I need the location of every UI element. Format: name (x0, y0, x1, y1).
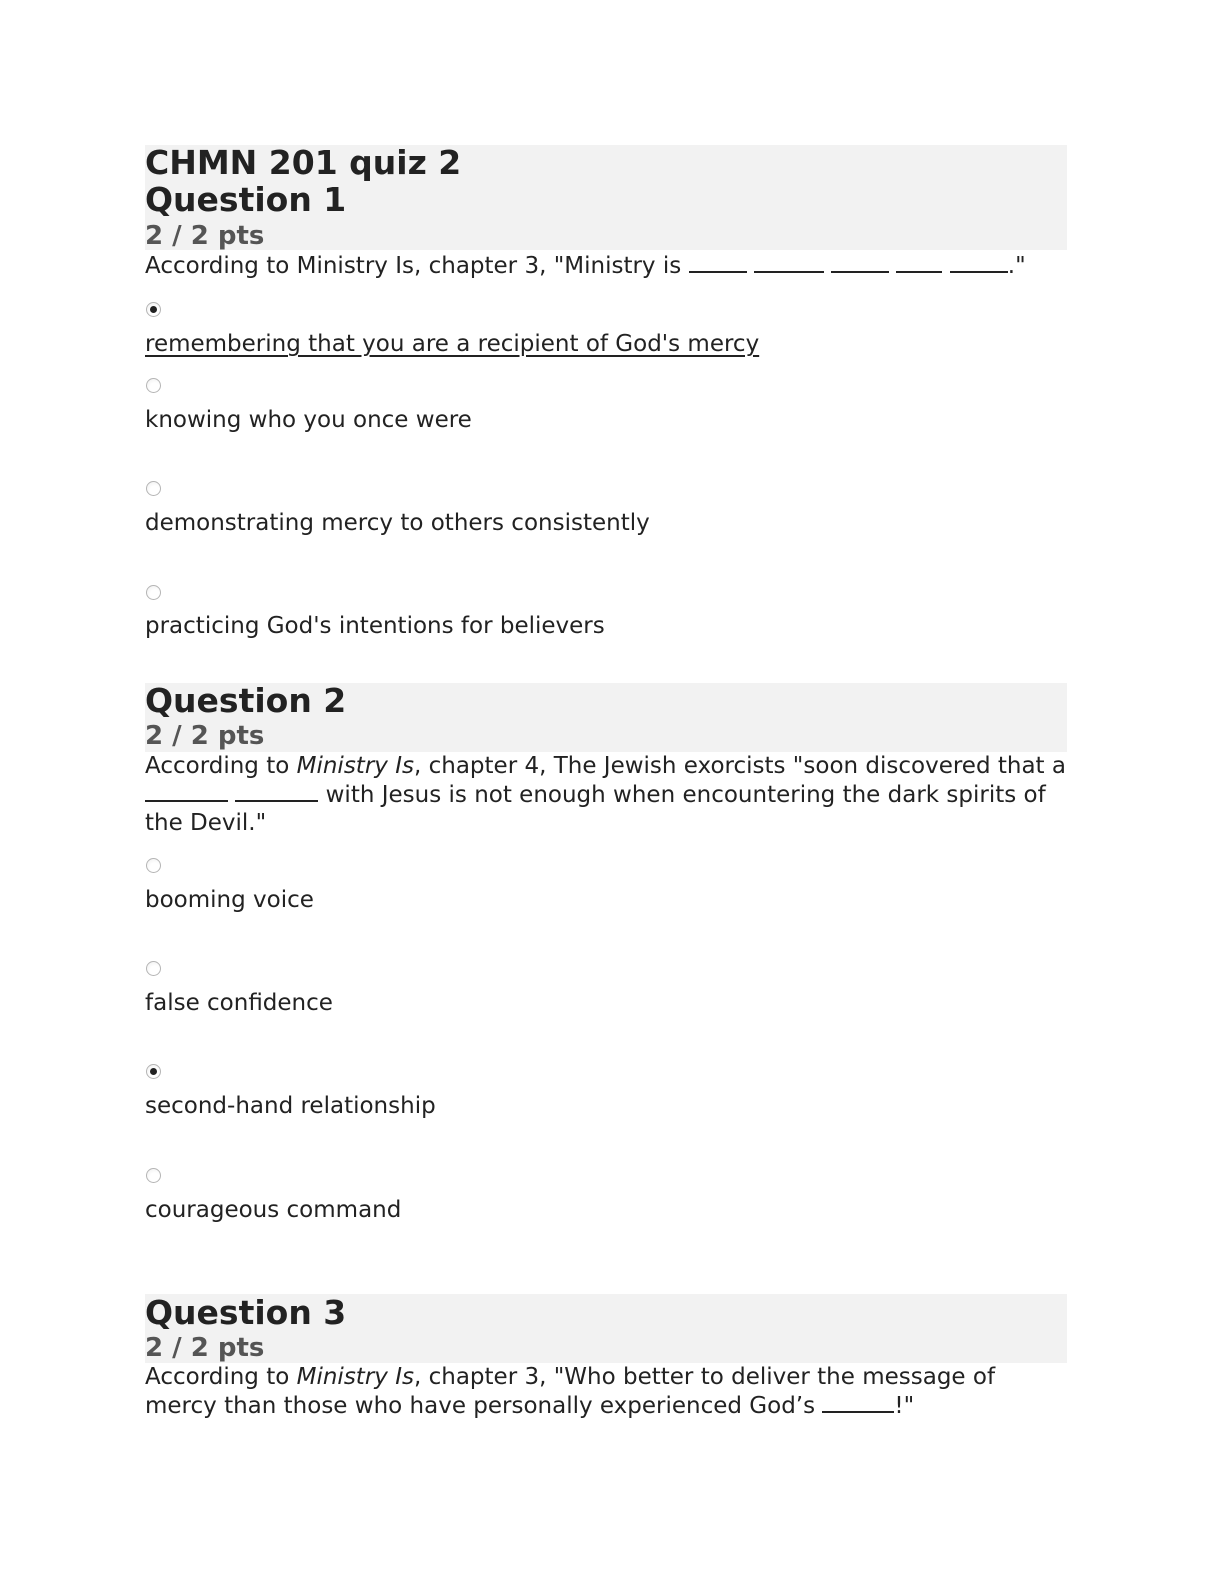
book-title: Ministry Is (296, 1364, 414, 1390)
option-label[interactable]: knowing who you once were (145, 407, 472, 433)
answer-blank (235, 780, 318, 802)
question-1-prompt-text: According to Ministry Is, chapter 3, "Ministry is (145, 253, 689, 279)
answer-blank (145, 780, 228, 802)
prompt-text: According to (145, 1364, 297, 1390)
option-radio[interactable] (146, 302, 161, 317)
question-1-prompt-end: ." (1007, 253, 1026, 279)
answer-blank (831, 251, 889, 273)
prompt-text: !" (894, 1393, 915, 1419)
option-radio[interactable] (146, 961, 161, 976)
question-2-heading: Question 2 (145, 681, 347, 720)
prompt-text: , chapter 3, "Who better to deliver the message of mercy than those who have personally experienced God’s (145, 1364, 996, 1419)
question-3-score: 2 / 2 pts (145, 1333, 265, 1363)
answer-blank (754, 251, 824, 273)
question-3-prompt (145, 1363, 1067, 1420)
option-label[interactable]: courageous command (145, 1197, 402, 1223)
book-title: Ministry Is (296, 753, 414, 779)
question-3-heading: Question 3 (145, 1293, 347, 1332)
option-label[interactable]: practicing God's intentions for believers (145, 613, 605, 639)
answer-blank (950, 251, 1008, 273)
option-label[interactable]: demonstrating mercy to others consistently (145, 510, 650, 536)
option-radio[interactable] (146, 1168, 161, 1183)
prompt-text: , chapter 4, The Jewish exorcists "soon discovered that a (413, 753, 1066, 779)
answer-blank (689, 251, 747, 273)
option-radio[interactable] (146, 1064, 161, 1079)
option-radio[interactable] (146, 858, 161, 873)
option-radio[interactable] (146, 481, 161, 496)
option-radio[interactable] (146, 378, 161, 393)
question-1-score: 2 / 2 pts (145, 221, 265, 251)
option-radio[interactable] (146, 585, 161, 600)
answer-blank (822, 1391, 894, 1413)
option-label[interactable]: remembering that you are a recipient of God's mercy (145, 331, 760, 357)
prompt-text: According to (145, 753, 297, 779)
quiz-title: CHMN 201 quiz 2 (145, 143, 462, 182)
option-label[interactable]: second-hand relationship (145, 1093, 436, 1119)
option-label[interactable]: booming voice (145, 887, 314, 913)
prompt-text: with Jesus is not enough when encountering the dark spirits of the Devil." (145, 782, 1046, 836)
answer-blank (896, 251, 942, 273)
question-1-heading: Question 1 (145, 180, 347, 219)
question-2-prompt (145, 752, 1067, 837)
option-label[interactable]: false confidence (145, 990, 333, 1016)
question-1-prompt (145, 251, 1067, 280)
question-2-score: 2 / 2 pts (145, 721, 265, 751)
